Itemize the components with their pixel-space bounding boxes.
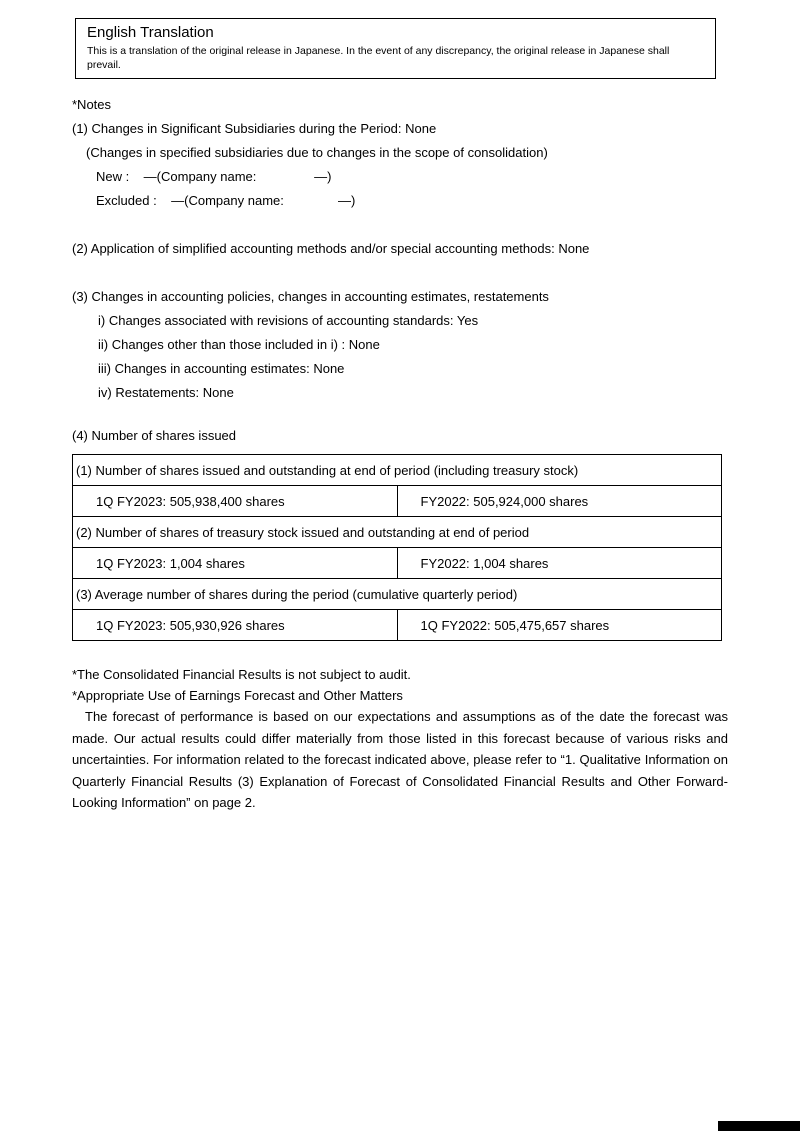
forecast-paragraph: The forecast of performance is based on our expectations and assumptions as of the date the forecast was made. Our actual results could differ materially from those listed in this forecast because of various risks and uncertainties. For information related to the forecast indicated above, please refer to “1. Qualitative Information on Quarterly Financial Results (3) Explanation of Forecast of Consolidated Financial Results and Other Forward-Looking Information” on page 2. bbox=[72, 709, 728, 810]
shares-section1-current: 1Q FY2023: 505,938,400 shares bbox=[73, 486, 398, 517]
shares-section2-prior: FY2022: 1,004 shares bbox=[397, 548, 722, 579]
shares-section3-header: (3) Average number of shares during the period (cumulative quarterly period) bbox=[73, 579, 722, 610]
shares-section1-header: (1) Number of shares issued and outstanding at end of period (including treasury stock) bbox=[73, 455, 722, 486]
table-row bbox=[73, 610, 722, 641]
note1-new-line: New : —(Company name: —) bbox=[96, 169, 332, 184]
shares-section2-current: 1Q FY2023: 1,004 shares bbox=[73, 548, 398, 579]
note3-item-iii: iii) Changes in accounting estimates: None bbox=[98, 361, 345, 376]
note3-item-i: i) Changes associated with revisions of accounting standards: Yes bbox=[98, 313, 479, 328]
page-corner-artifact bbox=[718, 1121, 800, 1131]
note4-title: (4) Number of shares issued bbox=[72, 428, 237, 443]
table-row bbox=[73, 455, 722, 486]
shares-section3-prior: 1Q FY2022: 505,475,657 shares bbox=[397, 610, 722, 641]
shares-section1-prior: FY2022: 505,924,000 shares bbox=[397, 486, 722, 517]
table-row bbox=[73, 486, 722, 517]
table-row bbox=[73, 517, 722, 548]
shares-table bbox=[72, 454, 722, 641]
table-row bbox=[73, 548, 722, 579]
note3-item-iv: iv) Restatements: None bbox=[98, 385, 234, 400]
shares-section3-current: 1Q FY2023: 505,930,926 shares bbox=[73, 610, 398, 641]
table-row bbox=[73, 579, 722, 610]
note1-excluded-line: Excluded : —(Company name: —) bbox=[96, 193, 356, 208]
note3-title: (3) Changes in accounting policies, changes in accounting estimates, restatements bbox=[72, 289, 549, 304]
audit-note: *The Consolidated Financial Results is not subject to audit. bbox=[72, 667, 411, 682]
translation-title: English Translation bbox=[87, 24, 214, 41]
note3-item-ii: ii) Changes other than those included in i) : None bbox=[98, 337, 380, 352]
translation-body: This is a translation of the original release in Japanese. In the event of any discrepancy, the original release in Japanese shall prevail. bbox=[87, 45, 670, 71]
note1-title: (1) Changes in Significant Subsidiaries during the Period: None bbox=[72, 121, 437, 136]
notes-heading: *Notes bbox=[72, 97, 112, 112]
note2-title: (2) Application of simplified accounting methods and/or special accounting methods: None bbox=[72, 241, 590, 256]
translation-notice-box bbox=[75, 18, 716, 79]
note1-subtitle: (Changes in specified subsidiaries due to changes in the scope of consolidation) bbox=[86, 145, 548, 160]
shares-section2-header: (2) Number of shares of treasury stock issued and outstanding at end of period bbox=[73, 517, 722, 548]
forecast-heading: *Appropriate Use of Earnings Forecast and Other Matters bbox=[72, 688, 403, 703]
